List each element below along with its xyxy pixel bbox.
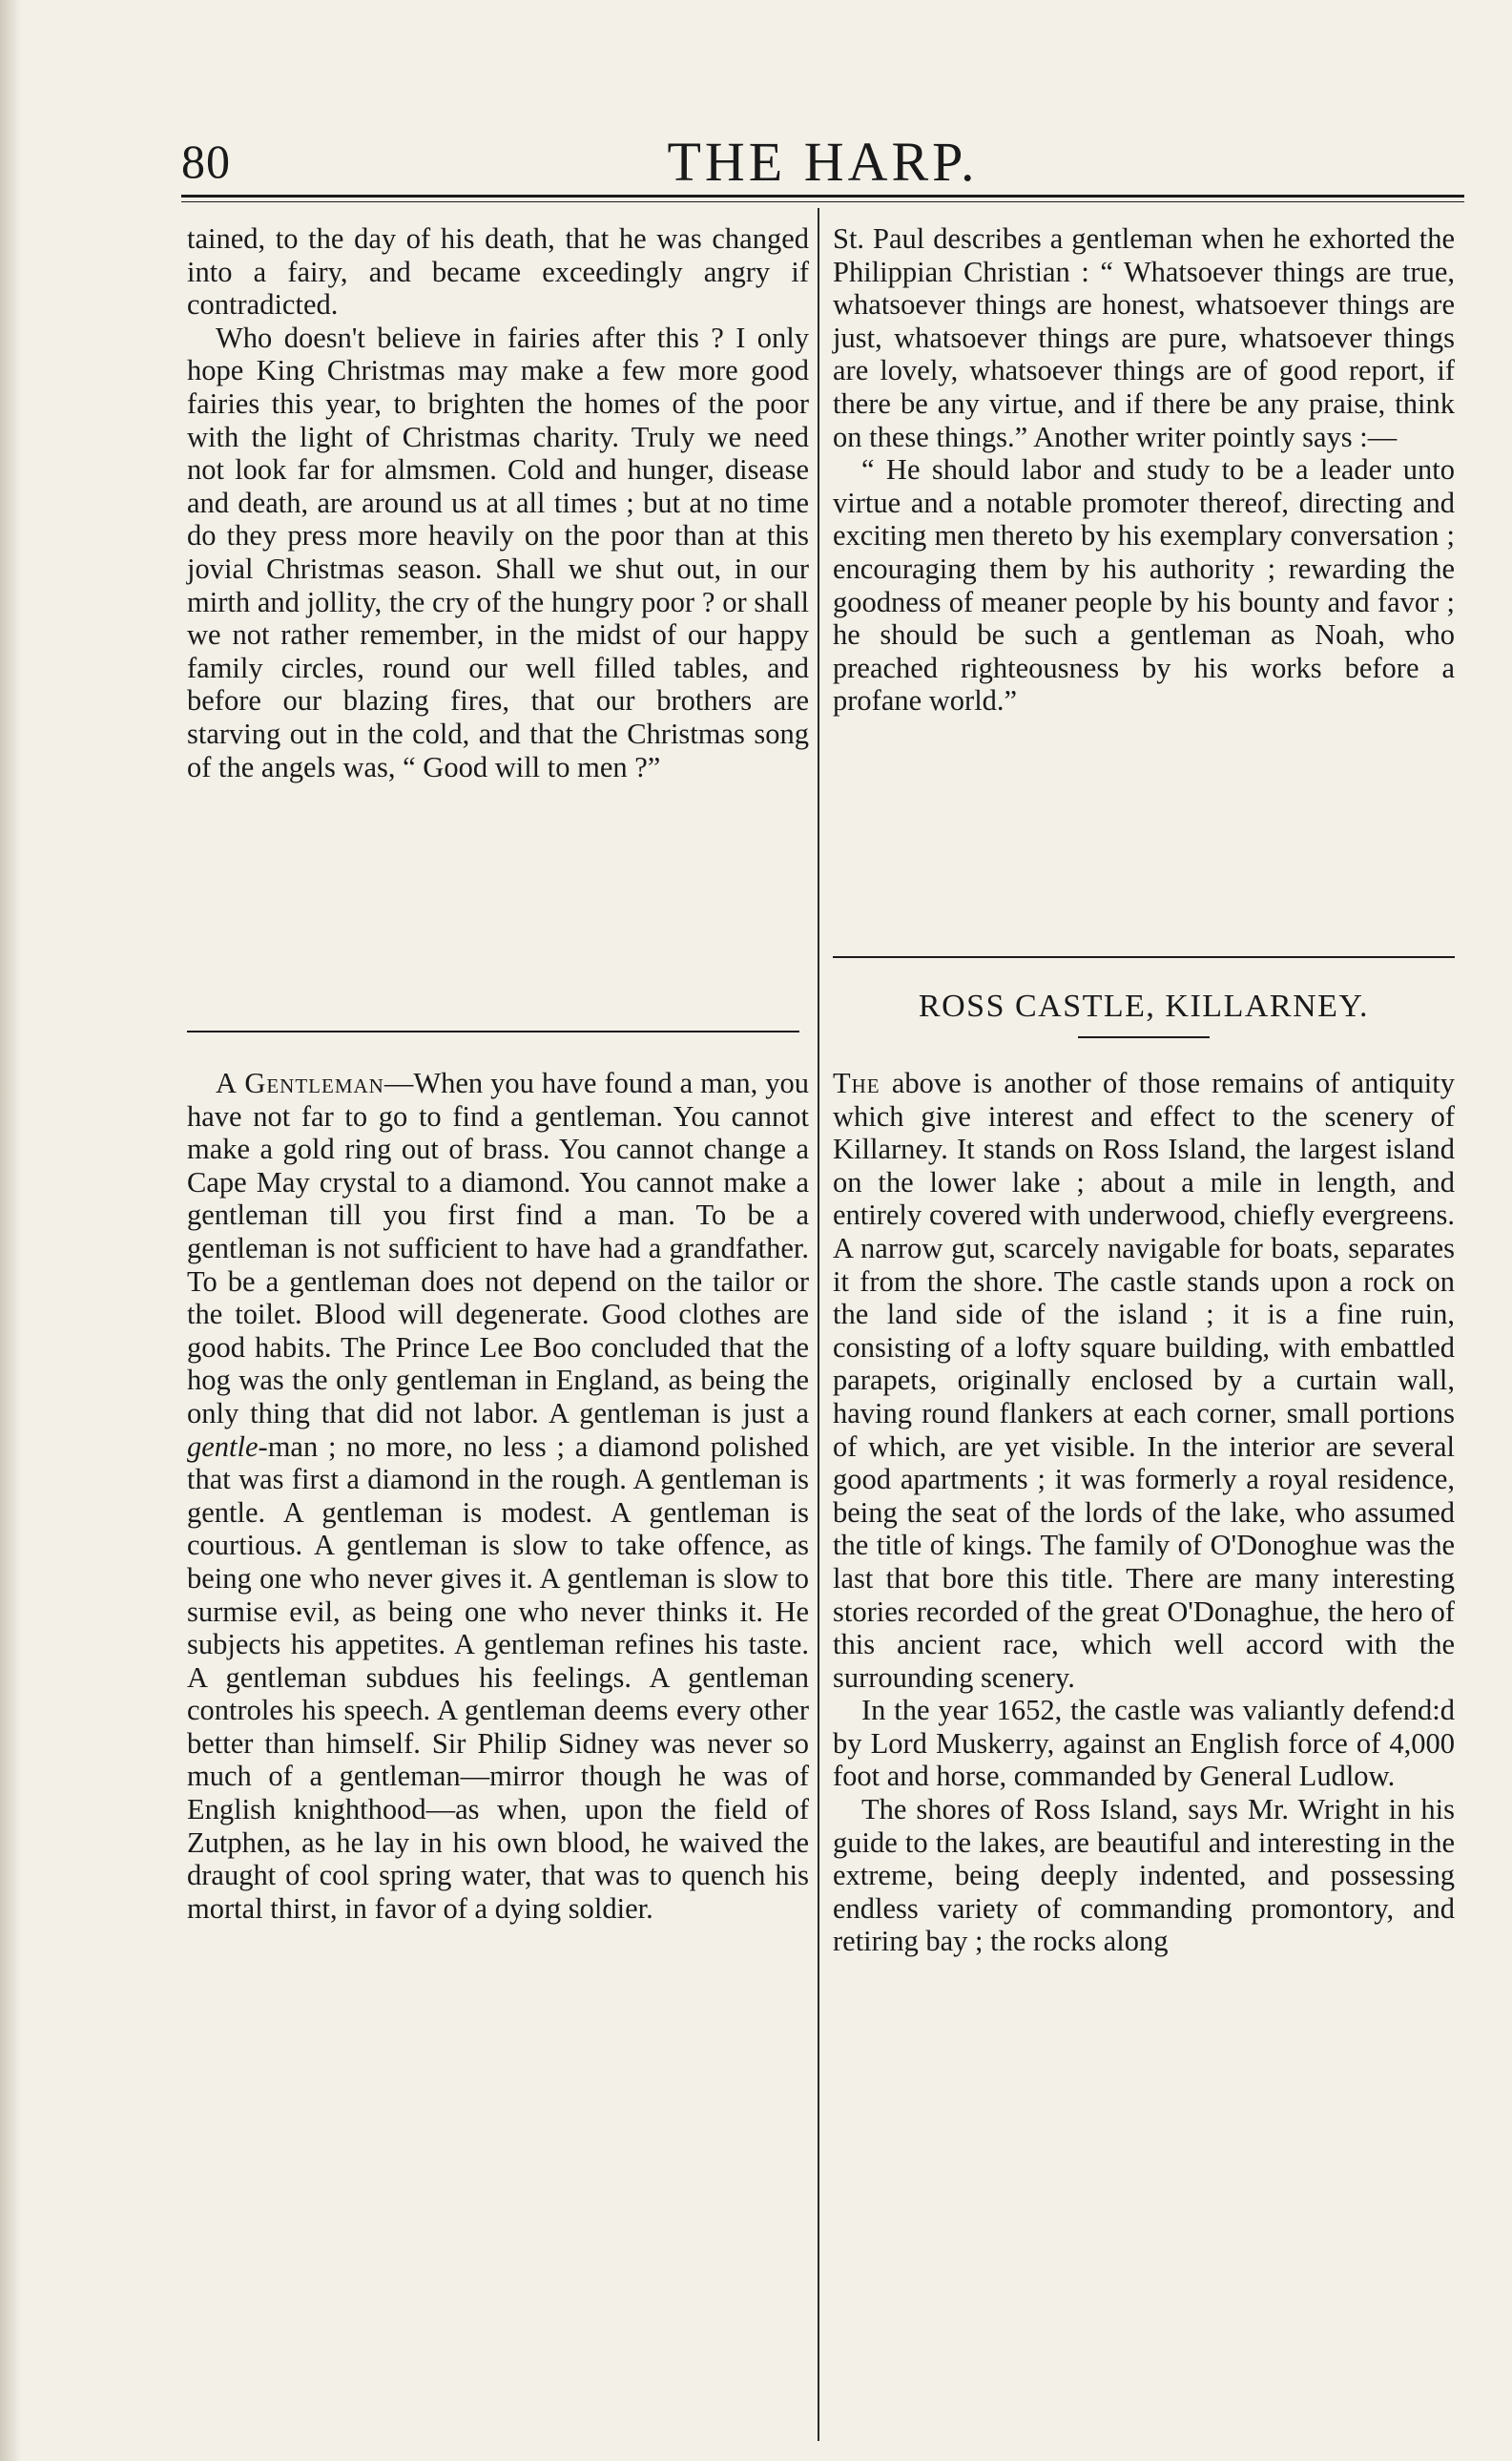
st-paul-paragraph: St. Paul describes a gentleman when he exhorted the Philippian Christian : “ Whatsoever things are true, whatsoever things are honest, whatsoever things are just, whatsoever things are pure, whatsoever things are lovely, whatsoever things are of good report, if there be any virtue, and if there be any praise, think on these things.” Another writer pointly says :— [833,222,1455,453]
page-header [181,130,1464,197]
heading-short-rule [1078,1036,1210,1038]
column-divider [818,208,819,2441]
ross-paragraph-1 [833,1067,1455,1694]
page-number: 80 [181,135,231,188]
header-rule-thin [181,201,1464,202]
page-edge-shadow [0,0,21,2461]
left-column-top [187,222,809,783]
running-title: THE HARP. [667,131,979,193]
section-rule-left [187,1031,799,1032]
right-column-top [833,222,1455,718]
ross-text-1: above is another of those remains of antiquity which give interest and effect to the scenery of Killarney. It stands on Ross Island, the largest island on the lower lake ; about a mile in length, and entirely covered with underwood, chiefly evergreens. A narrow gut, scarcely navigable for boats, separates it from the shore. The castle stands upon a rock on the land side of the island ; it is a fine ruin, consisting of a lofty square building, with embattled parapets, originally enclosed by a curtain wall, having round flankers at each corner, small portions of which, are yet visible. In the interior are several good apartments ; it was formerly a royal residence, being the seat of the lords of the lake, who assumed the title of kings. The family of O'Donoghue was the last that bore this title. There are many interesting stories recorded of the great O'Donaghue, the hero of this ancient race, which well accord with the surrounding scenery. [833,1067,1455,1694]
fairies-paragraph: Who doesn't believe in fairies after this ? I only hope King Christmas may make a few more good fairies this year, to brighten the homes of the poor with the light of Christmas charity. Truly we need not look far for almsmen. Cold and hunger, disease and death, are around us at all times ; but at no time do they press more heavily on the poor than at this jovial Christmas season. Shall we shut out, in our mirth and jollity, the cry of the hungry poor ? or shall we not rather remember, in the midst of our happy family circles, round our well filled tables, and before our blazing fires, that our brothers are starving out in the cold, and that the Christmas song of the angels was, “ Good will to men ?” [187,321,809,783]
continued-paragraph: tained, to the day of his death, that he was changed into a fairy, and became exceedingly angry if contradicted. [187,222,809,322]
ross-paragraph-3: The shores of Ross Island, says Mr. Wright in his guide to the lakes, are beautiful and interesting in the extreme, being deeply indented, and possessing endless variety of commanding promontory, and retiring bay ; the rocks along [833,1793,1455,1958]
gentleman-paragraph [187,1067,809,1925]
ross-castle-article [833,1067,1455,1958]
gentle-emphasis: gentle [187,1429,259,1463]
gentleman-text-1: —When you have found a man, you have not far to go to find a gentleman. You cannot make a gold ring out of brass. You cannot change a Cape May crystal to a diamond. You cannot make a gentleman till you first find a man. To be a gentleman is not sufficient to have had a grandfather. To be a gentleman does not depend on the tailor or the toilet. Blood will degenerate. Good clothes are good habits. The Prince Lee Boo concluded that the hog was the only gentleman in England, as being the only thing that did not labor. A gentleman is just a [187,1067,809,1429]
gentleman-text-2: -man ; no more, no less ; a diamond polished that was first a diamond in the rough. A gentleman is gentle. A gentleman is modest. A gentleman is courtious. A gentleman is slow to take offence, as being one who never gives it. A gentleman is slow to surmise evil, as being one who never thinks it. He subjects his appetites. A gentleman refines his taste. A gentleman subdues his feelings. A gentleman controles his speech. A gentleman deems every other better than himself. Sir Philip Sidney was never so much of a gentleman—mirror though he was of English knighthood—as when, upon the field of Zutphen, as he lay in his own blood, he waived the draught of cool spring water, that was to quench his mortal thirst, in favor of a dying soldier. [187,1429,809,1925]
header-rule [181,195,1464,198]
ross-castle-heading: ROSS CASTLE, KILLARNEY. [918,989,1370,1024]
gentleman-heading: A Gentleman [216,1067,384,1099]
gentleman-article [187,1067,809,1925]
ross-lead-word: The [833,1067,880,1099]
quote-paragraph: “ He should labor and study to be a leader unto virtue and a notable promoter thereof, directing and exciting men thereto by his exemplary conversation ; encouraging them by his authority ; rewarding the goodness of meaner people by his bounty and favor ; he should be such a gentleman as Noah, who preached righteousness by his works before a profane world.” [833,453,1455,718]
section-rule-right [833,956,1455,958]
ross-paragraph-2: In the year 1652, the castle was valiantly defend:d by Lord Muskerry, against an English force of 4,000 foot and horse, commanded by General Ludlow. [833,1694,1455,1793]
